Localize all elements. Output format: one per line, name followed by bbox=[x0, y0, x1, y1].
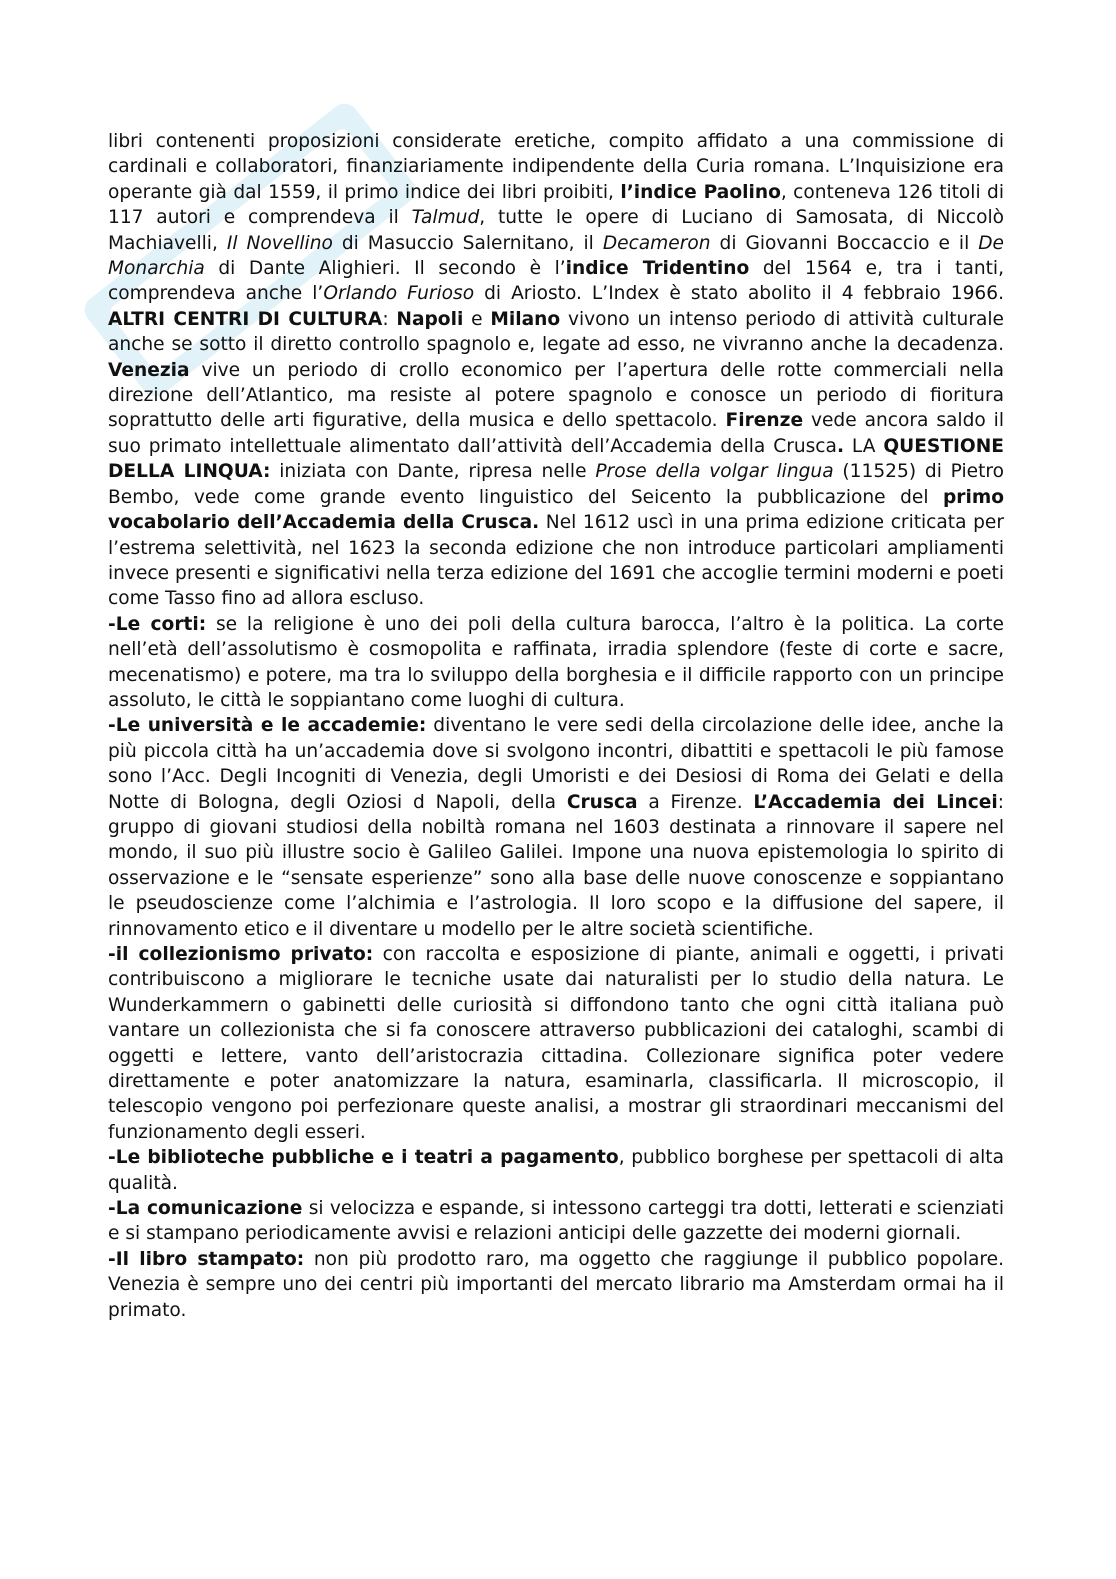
paragraph bbox=[108, 129, 1004, 612]
text-run: Milano bbox=[490, 308, 561, 330]
text-run: : gruppo di giovani studiosi della nobiltà romana nel 1603 destinata a rinnovare il sapere nel mondo, il suo più illustre socio è Galileo Galilei. Impone una nuova epistemologia lo spirito di osservazione e le “sensate esperienze” sono alla base delle nuove conoscenze e soppiantano le pseudoscienze come l’alchimia e l’astrologia. Il loro scopo e la diffusione del sapere, il rinnovamento etico e il diventare u modello per le altre società scientifiche. bbox=[108, 791, 1004, 940]
text-run: non più prodotto raro, ma oggetto che raggiunge il pubblico popolare. Venezia è sempre uno dei centri più importanti del mercato librario ma Amsterdam ormai ha il primato. bbox=[108, 1248, 1004, 1321]
text-run: : bbox=[382, 308, 397, 330]
text-run: a Firenze. bbox=[637, 791, 754, 813]
text-run: diventano le vere sedi della circolazione delle idee, anche la più piccola città ha un’accademia dove si svolgono incontri, dibattiti e spettacoli le più famose sono l’Acc. Degli Incogniti di Venezia, degli Umoristi e dei Desiosi di Roma dei Gelati e della Notte di Bologna, degli Oziosi d Napoli, della bbox=[108, 715, 1004, 813]
text-run: (11525) di Pietro Bembo, vede come grande evento linguistico del Seicento la pubblicazione del bbox=[108, 461, 1004, 508]
text-run: ALTRI CENTRI DI CULTURA bbox=[108, 308, 383, 330]
paragraph bbox=[108, 1196, 1004, 1247]
text-run: QUESTIONE DELLA LINQUA: bbox=[108, 435, 1004, 483]
text-run: Venezia bbox=[108, 359, 190, 381]
text-run: di Giovanni Boccaccio e il bbox=[710, 232, 979, 254]
text-run: . bbox=[836, 435, 845, 457]
text-run: Il Novellino bbox=[226, 232, 333, 254]
text-run: libri contenenti proposizioni considerate eretiche, compito affidato a una commissione di cardinali e collaboratori, finanziariamente indipendente della Curia romana. L’Inquisizione era operante già dal 1559, il primo indice dei libri proibiti, bbox=[108, 131, 1004, 203]
text-run: Orlando Furioso bbox=[323, 283, 475, 305]
text-run: De Monarchia bbox=[108, 232, 1004, 280]
text-run: L’Accademia dei Lincei bbox=[753, 791, 998, 813]
text-run: primo vocabolario dell’Accademia della Crusca. bbox=[108, 486, 1004, 534]
text-run: -Il libro stampato: bbox=[108, 1248, 305, 1270]
text-run: di Ariosto. L’Index è stato abolito il 4 febbraio 1966. bbox=[474, 283, 1004, 305]
text-run: -Le biblioteche pubbliche e i teatri a pagamento bbox=[108, 1147, 619, 1169]
text-run: Decameron bbox=[602, 232, 711, 254]
paragraph bbox=[108, 612, 1004, 714]
text-run: vede ancora saldo il suo primato intellettuale alimentato dall’attività dell’Accademia della Crusca bbox=[108, 410, 1005, 457]
paragraph bbox=[108, 713, 1004, 942]
text-run: vive un periodo di crollo economico per l’apertura delle rotte commerciali nella direzione dell’Atlantico, ma resiste al potere spagnolo e conosce un periodo di fioritura soprattutto delle arti figurative, della musica e dello spettacolo. bbox=[108, 359, 1004, 432]
text-run: Prose della volgar lingua bbox=[595, 461, 834, 483]
text-run: di Dante Alighieri. Il secondo è l’ bbox=[204, 258, 566, 280]
text-run: se la religione è uno dei poli della cultura barocca, l’altro è la politica. La corte nell’età dell’assolutismo è cosmopolita e raffinata, irradia splendore (feste di corte e sacre, mecenatismo) e potere, ma tra lo sviluppo della borghesia e il difficile rapporto con un principe assoluto, le città le soppiantano come luoghi di cultura. bbox=[108, 613, 1004, 711]
paragraph bbox=[108, 1145, 1004, 1196]
text-run: Nel 1612 uscì in una prima edizione criticata per l’estrema selettività, nel 1623 la seconda edizione che non introduce particolari ampliamenti invece presenti e significativi nella terza edizione del 1691 che accoglie termini moderni e poeti come Tasso fino ad allora escluso. bbox=[108, 512, 1004, 610]
text-run: Crusca bbox=[566, 791, 638, 813]
text-run: di Masuccio Salernitano, il bbox=[332, 232, 603, 254]
text-run: , pubblico borghese per spettacoli di alta qualità. bbox=[108, 1147, 1004, 1194]
text-run: Firenze bbox=[725, 410, 804, 432]
text-run: , tutte le opere di Luciano di Samosata, di Niccolò Machiavelli, bbox=[108, 207, 1004, 254]
text-run: Napoli bbox=[396, 308, 464, 330]
text-run: iniziata con Dante, ripresa nelle bbox=[270, 461, 596, 483]
text-run: -La comunicazione bbox=[108, 1198, 303, 1220]
text-run: e bbox=[463, 308, 491, 330]
paragraph bbox=[108, 1247, 1004, 1323]
text-run: indice Tridentino bbox=[565, 258, 750, 280]
text-run: del 1564 e, tra i tanti, comprendeva anche l’ bbox=[108, 258, 1005, 305]
text-run: l’indice Paolino bbox=[620, 181, 781, 203]
text-run: LA bbox=[844, 435, 884, 457]
document-body bbox=[108, 129, 1004, 1323]
text-run: -il collezionismo privato: bbox=[108, 944, 374, 965]
text-run: -Le università e le accademie: bbox=[108, 715, 427, 737]
text-run: si velocizza e espande, si intessono carteggi tra dotti, letterati e scienziati e si stampano periodicamente avvisi e relazioni anticipi delle gazzette dei moderni giornali. bbox=[108, 1198, 1004, 1245]
text-run: , conteneva 126 titoli di 117 autori e comprendeva il bbox=[108, 181, 1005, 229]
text-run: Talmud bbox=[411, 207, 480, 229]
text-run: -Le corti: bbox=[108, 613, 207, 635]
text-run: con raccolta e esposizione di piante, animali e oggetti, i privati contribuiscono a migliorare le tecniche usate dai naturalisti per lo studio della natura. Le Wunderkammern o gabinetti delle curiosità si diffondono tanto che ogni città italiana può vantare un collezionista che si fa conoscere attraverso pubblicazioni dei cataloghi, scambi di oggetti e lettere, vanto dell’aristocrazia cittadina. Collezionare significa poter vedere direttamente e poter anatomizzare la natura, esaminarla, classificarla. Il microscopio, il telescopio vengono poi perfezionare queste analisi, a mostrar gli straordinari meccanismi del funzionamento degli esseri. bbox=[108, 944, 1004, 1143]
text-run: vivono un intenso periodo di attività culturale anche se sotto il diretto controllo spagnolo e, legate ad esso, ne vivranno anche la decadenza. bbox=[108, 308, 1004, 356]
paragraph bbox=[108, 942, 1004, 1145]
